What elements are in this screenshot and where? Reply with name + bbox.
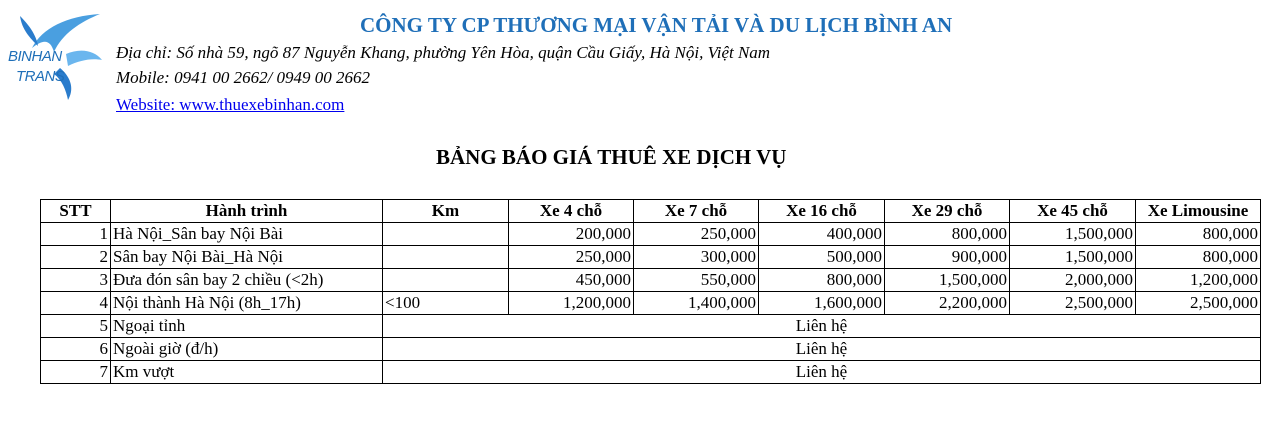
cell-price: 550,000 [634,269,759,292]
cell-km [383,223,509,246]
cell-price: 250,000 [634,223,759,246]
cell-price: 1,500,000 [885,269,1010,292]
cell-price: 400,000 [759,223,885,246]
header-xe-7: Xe 7 chỗ [634,200,759,223]
table-row [41,269,1261,292]
header-route: Hành trình [111,200,383,223]
table-row [41,315,1261,338]
cell-price: 800,000 [1136,223,1261,246]
cell-price: 250,000 [509,246,634,269]
cell-stt: 6 [41,338,111,361]
cell-route: Sân bay Nội Bài_Hà Nội [111,246,383,269]
table-header-row [41,200,1261,223]
cell-stt: 2 [41,246,111,269]
cell-route: Hà Nội_Sân bay Nội Bài [111,223,383,246]
website-link[interactable]: Website: www.thuexebinhan.com [116,95,345,114]
header-xe-45: Xe 45 chỗ [1010,200,1136,223]
header-xe-29: Xe 29 chỗ [885,200,1010,223]
cell-route: Km vượt [111,361,383,384]
cell-price: 2,200,000 [885,292,1010,315]
cell-price: 2,000,000 [1010,269,1136,292]
cell-km [383,269,509,292]
cell-price: 1,600,000 [759,292,885,315]
cell-price: 2,500,000 [1136,292,1261,315]
company-mobile: Mobile: 0941 00 2662/ 0949 00 2662 [116,68,371,87]
cell-contact: Liên hệ [383,361,1261,384]
cell-price: 900,000 [885,246,1010,269]
header-km: Km [383,200,509,223]
cell-km: <100 [383,292,509,315]
table-row [41,361,1261,384]
cell-km [383,246,509,269]
cell-stt: 4 [41,292,111,315]
cell-price: 200,000 [509,223,634,246]
cell-route: Đưa đón sân bay 2 chiều (<2h) [111,269,383,292]
cell-price: 300,000 [634,246,759,269]
cell-price: 450,000 [509,269,634,292]
cell-price: 1,200,000 [1136,269,1261,292]
company-address: Địa chỉ: Số nhà 59, ngõ 87 Nguyễn Khang, phường Yên Hòa, quận Cầu Giấy, Hà Nội, Việt Nam [116,43,771,62]
table-row [41,292,1261,315]
cell-price: 1,200,000 [509,292,634,315]
cell-price: 1,500,000 [1010,246,1136,269]
cell-stt: 3 [41,269,111,292]
logo-text-line1: BINHAN [8,48,62,65]
header-stt: STT [41,200,111,223]
header-xe-4: Xe 4 chỗ [509,200,634,223]
table-row [41,246,1261,269]
header-xe-limousine: Xe Limousine [1136,200,1261,223]
company-logo [2,8,106,100]
cell-price: 2,500,000 [1010,292,1136,315]
cell-stt: 5 [41,315,111,338]
cell-price: 500,000 [759,246,885,269]
page-title: BẢNG BÁO GIÁ THUÊ XE DỊCH VỤ [436,145,787,169]
cell-stt: 7 [41,361,111,384]
price-table [40,199,1261,384]
cell-route: Ngoại tỉnh [111,315,383,338]
cell-contact: Liên hệ [383,315,1261,338]
cell-price: 1,500,000 [1010,223,1136,246]
logo-text-line2: TRANS [16,68,65,85]
cell-route: Ngoài giờ (đ/h) [111,338,383,361]
table-row [41,338,1261,361]
cell-price: 800,000 [759,269,885,292]
header-xe-16: Xe 16 chỗ [759,200,885,223]
cell-route: Nội thành Hà Nội (8h_17h) [111,292,383,315]
cell-price: 1,400,000 [634,292,759,315]
cell-price: 800,000 [885,223,1010,246]
table-row [41,223,1261,246]
cell-stt: 1 [41,223,111,246]
company-name: CÔNG TY CP THƯƠNG MẠI VẬN TẢI VÀ DU LỊCH BÌNH AN [360,13,953,37]
cell-price: 800,000 [1136,246,1261,269]
cell-contact: Liên hệ [383,338,1261,361]
